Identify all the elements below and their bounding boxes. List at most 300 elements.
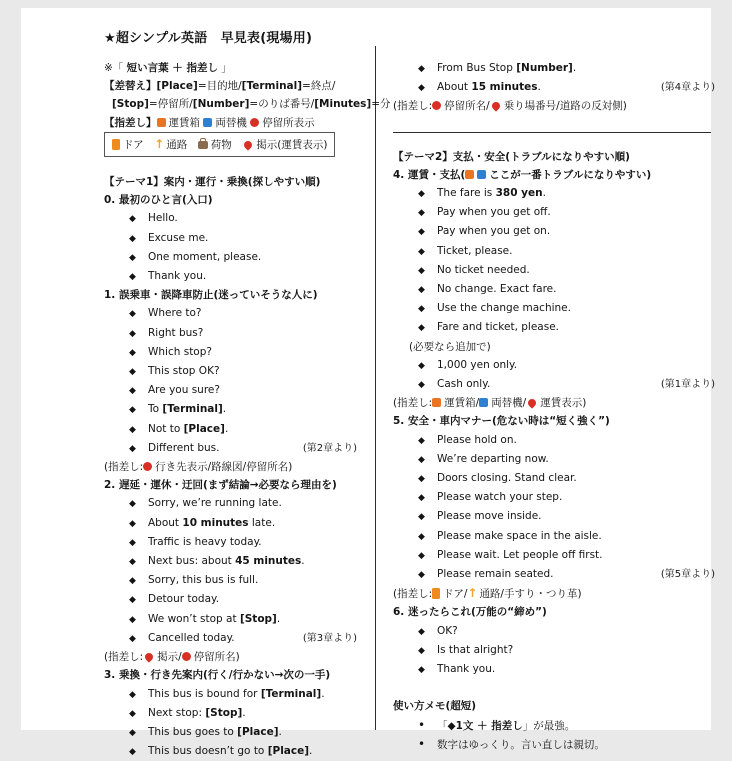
phrase-text: [148, 629, 235, 647]
pointing-note: [393, 584, 715, 603]
phrase-text: [148, 571, 258, 589]
diamond-bullet-icon: ◆: [418, 474, 425, 485]
phrase-item: [104, 610, 357, 629]
text-run: 2. 遅延・運休・迂回(まず結論→必要なら理由を): [104, 479, 337, 492]
phrase-item: [104, 629, 357, 648]
text-run: 380 yen: [495, 187, 543, 200]
phrase-text: [437, 299, 571, 317]
section-2-heading: [104, 476, 357, 494]
phrase-item: [393, 488, 715, 507]
chapter-reference: (第5章より): [660, 569, 715, 581]
diamond-bullet-icon: ◆: [418, 285, 425, 296]
diamond-bullet-icon: ◆: [418, 454, 425, 465]
phrase-text: [148, 742, 312, 760]
text-run: [Stop]: [205, 706, 243, 719]
diamond-bullet-icon: ◆: [129, 557, 136, 568]
fare-box-icon: [465, 170, 474, 179]
phrase-text: [148, 420, 228, 438]
phrase-text: [437, 59, 576, 77]
phrase-item: [393, 261, 715, 280]
phrase-item: [104, 229, 357, 248]
spacer: [393, 116, 715, 132]
text-run: ドア/: [443, 588, 468, 601]
text-run: (指差し:: [393, 397, 433, 410]
text-run: (指差し:: [393, 100, 433, 113]
text-run: [Number]: [516, 62, 573, 74]
diamond-bullet-icon: ◆: [129, 727, 136, 738]
text-run: Not to: [148, 422, 184, 435]
text-run: [Number]: [192, 98, 250, 111]
phrase-text: [148, 514, 275, 532]
text-run: Excuse me.: [148, 231, 209, 244]
dot-bullet-icon: •: [418, 717, 426, 732]
diamond-bullet-icon: ◆: [129, 214, 136, 225]
luggage-icon: [198, 141, 208, 149]
diamond-bullet-icon: ◆: [418, 323, 425, 334]
phrase-item: [393, 356, 715, 375]
diamond-bullet-icon: ◆: [129, 518, 136, 529]
text-run: 3. 乗換・行き先案内(行く/行かない→次の一手): [104, 669, 331, 682]
phrase-item: [393, 641, 715, 660]
text-run: Cancelled today.: [148, 631, 235, 644]
phrase-item: [104, 362, 357, 381]
phrase-text: [437, 527, 602, 545]
text-run: Is that alright?: [437, 643, 514, 656]
diamond-bullet-icon: ◆: [129, 576, 136, 587]
phrase-text: [148, 552, 305, 570]
text-run: Please wait. Let people off first.: [437, 548, 603, 561]
text-run: .: [537, 81, 541, 94]
phrase-text: [437, 660, 495, 678]
spacer: [393, 133, 715, 148]
change-machine-icon: [479, 398, 488, 407]
section-0-heading: [104, 191, 357, 209]
phrase-text: [148, 494, 282, 512]
text-run: 通路: [166, 138, 198, 151]
phrase-text: [437, 203, 551, 221]
diamond-bullet-icon: ◆: [418, 189, 425, 200]
phrase-item: [393, 546, 715, 565]
text-run: 【指差し】: [104, 116, 157, 129]
door-icon: [432, 588, 440, 599]
chapter-reference: (第1章より): [660, 379, 715, 391]
phrase-text: [148, 229, 208, 247]
text-run: [Place]: [156, 80, 198, 93]
text-run: OK?: [437, 624, 458, 637]
left-column: [104, 59, 391, 761]
text-run: No change. Exact fare.: [437, 283, 557, 296]
diamond-bullet-icon: ◆: [129, 309, 136, 320]
text-run: Pay when you get on.: [437, 225, 551, 238]
phrase-text: [148, 439, 219, 457]
phrase-text: [437, 280, 556, 298]
text-run: We’re departing now.: [437, 452, 549, 465]
phrase-item: [104, 248, 357, 267]
replace-guide-line-1: [104, 77, 357, 95]
text-run: Different bus.: [148, 441, 220, 454]
diamond-bullet-icon: ◆: [129, 328, 136, 339]
replace-guide-line-2: [104, 95, 391, 113]
section-4-heading: [393, 166, 715, 184]
text-run: [Terminal]: [241, 80, 303, 93]
diamond-bullet-icon: ◆: [129, 443, 136, 454]
phrase-item: [104, 400, 357, 419]
text-run: .: [301, 555, 305, 568]
phrase-text: [437, 356, 517, 374]
aisle-icon: ↑: [154, 136, 165, 151]
phrase-text: [148, 304, 202, 322]
text-run: =分: [371, 98, 391, 111]
diamond-bullet-icon: ◆: [129, 614, 136, 625]
diamond-bullet-icon: ◆: [418, 435, 425, 446]
phrase-item: [393, 222, 715, 241]
text-run: late.: [248, 516, 276, 529]
section-3-heading: [104, 666, 357, 684]
phrase-text: [148, 343, 212, 361]
phrase-text: [148, 723, 282, 741]
text-run: Please make space in the aisle.: [437, 529, 602, 542]
phrase-item: [393, 203, 715, 222]
diamond-bullet-icon: ◆: [129, 424, 136, 435]
phrase-text: [148, 704, 246, 722]
text-run: 停留所名): [193, 651, 240, 664]
phrase-item: [393, 242, 715, 261]
chapter-reference: (第2章より): [302, 442, 357, 454]
phrase-item: [104, 514, 357, 533]
text-run: 運賃箱/: [444, 397, 480, 410]
phrase-item: [393, 660, 715, 679]
phrase-item: [104, 742, 357, 761]
pointing-note: [393, 394, 715, 412]
diamond-bullet-icon: ◆: [129, 708, 136, 719]
text-run: [Place]: [267, 745, 310, 758]
text-run: 乗り場番号/道路の反対側): [503, 100, 627, 113]
text-run: 」が最強。: [522, 719, 576, 732]
phrase-item: [393, 78, 715, 97]
additional-note: [393, 338, 715, 356]
diamond-bullet-icon: ◆: [418, 665, 425, 676]
text-run: No ticket needed.: [437, 263, 530, 276]
phrase-text: [148, 610, 280, 628]
text-run: Are you sure?: [148, 384, 220, 397]
phrase-item: [104, 533, 357, 552]
phrase-text: [148, 324, 203, 342]
text-run: =停留所/: [148, 98, 193, 111]
door-icon: [112, 139, 120, 150]
phrase-item: [104, 324, 357, 343]
section-6-heading: [393, 603, 715, 621]
diamond-bullet-icon: ◆: [129, 537, 136, 548]
phrase-text: [437, 78, 541, 96]
phrase-text: [437, 565, 553, 583]
text-run: Next stop:: [148, 706, 206, 719]
pin-icon: [143, 651, 154, 662]
phrase-text: [437, 450, 549, 468]
stop-display-icon: [182, 652, 191, 661]
diamond-bullet-icon: ◆: [418, 64, 425, 74]
text-run: .: [224, 422, 229, 435]
phrase-text: [148, 400, 226, 418]
phrase-item: [104, 439, 357, 458]
text-run: 停留所名/: [444, 100, 490, 113]
phrase-item: [104, 571, 357, 590]
diamond-bullet-icon: ◆: [129, 689, 136, 700]
text-run: =終点/: [302, 80, 336, 93]
diamond-bullet-icon: ◆: [418, 531, 425, 542]
phrase-item: [393, 299, 715, 318]
diamond-bullet-icon: ◆: [418, 626, 425, 637]
pointing-legend-row: [104, 132, 357, 157]
text-run: Next bus: about: [148, 555, 236, 568]
text-run: 45 minutes: [235, 555, 302, 568]
diamond-bullet-icon: ◆: [129, 633, 136, 644]
diamond-bullet-icon: ◆: [129, 272, 136, 283]
pointing-legend-box: [104, 132, 335, 157]
text-run: (指差し:: [393, 588, 433, 601]
page-title: ★超シンプル英語 早見表(現場用): [104, 31, 313, 46]
text-run: 15 minutes: [471, 81, 538, 94]
phrase-item: [393, 565, 715, 584]
text-run: 5. 安全・車内マナー(危ない時は“短く強く”): [393, 415, 610, 428]
phrase-text: [437, 375, 490, 393]
usage-rule: [104, 59, 357, 77]
phrase-item: [104, 704, 357, 723]
pin-icon: [243, 139, 254, 150]
phrase-text: [437, 222, 550, 240]
phrase-item: [104, 685, 357, 704]
chapter-reference: (第3章より): [302, 632, 357, 644]
phrase-text: [148, 248, 261, 266]
diamond-bullet-icon: ◆: [129, 252, 136, 263]
diamond-bullet-icon: ◆: [129, 747, 136, 758]
phrase-text: [437, 736, 605, 754]
phrase-item: [104, 590, 357, 609]
pointing-legend-line-1: [104, 114, 357, 132]
change-machine-icon: [203, 118, 212, 127]
text-run: Pay when you get off.: [437, 206, 551, 219]
diamond-bullet-icon: ◆: [418, 227, 425, 238]
text-run: .: [309, 745, 313, 758]
text-run: 【テーマ1】案内・運行・乗換(探しやすい順): [104, 176, 321, 189]
diamond-bullet-icon: ◆: [418, 570, 425, 581]
phrase-text: [148, 267, 206, 285]
phrase-item: [104, 420, 357, 439]
text-run: 運賃箱: [168, 116, 204, 129]
text-run: 両替機: [215, 116, 251, 129]
phrase-text: [148, 533, 262, 551]
text-run: Doors closing. Stand clear.: [437, 472, 577, 485]
phrase-item: [104, 209, 357, 228]
diamond-bullet-icon: ◆: [418, 512, 425, 523]
text-run: Sorry, this bus is full.: [148, 574, 259, 587]
text-run: Thank you.: [437, 663, 496, 676]
phrase-item: [393, 527, 715, 546]
phrase-text: [148, 590, 219, 608]
diamond-bullet-icon: ◆: [418, 246, 425, 257]
text-run: 6. 迷ったらこれ(万能の“締め”): [393, 606, 547, 619]
diamond-bullet-icon: ◆: [129, 233, 136, 244]
text-run: .: [276, 612, 281, 625]
dot-bullet-icon: •: [418, 736, 426, 751]
text-run: ◆1文 ＋ 指差し: [447, 719, 523, 732]
text-run: 短い言葉 ＋ 指差し: [126, 62, 218, 74]
text-run: To: [148, 403, 163, 416]
text-run: (必要なら追加で): [409, 340, 491, 353]
text-run: [Terminal]: [162, 403, 223, 416]
phrase-item: [393, 318, 715, 337]
section-5-heading: [393, 412, 715, 430]
phrase-item: [393, 507, 715, 526]
diamond-bullet-icon: ◆: [129, 499, 136, 510]
spacer: [393, 679, 715, 697]
text-run: 【テーマ2】支払・安全(トラブルになりやすい順): [393, 150, 630, 163]
text-run: This bus doesn’t go to: [148, 745, 268, 758]
text-run: Fare and ticket, please.: [437, 321, 559, 334]
right-column: [393, 59, 715, 754]
text-run: 停留所表示: [262, 116, 315, 129]
diamond-bullet-icon: ◆: [418, 83, 425, 94]
text-run: Please watch your step.: [437, 491, 563, 504]
text-run: We won’t stop at: [148, 612, 240, 625]
phrase-text: [148, 209, 178, 227]
text-run: ドア: [123, 138, 155, 151]
phrase-item: [104, 381, 357, 400]
text-run: Sorry, we’re running late.: [148, 497, 282, 510]
theme-2-heading: [393, 148, 715, 166]
text-run: [Minutes]: [314, 98, 372, 111]
phrase-item: [393, 622, 715, 641]
text-run: [Stop]: [112, 98, 149, 111]
diamond-bullet-icon: ◆: [129, 405, 136, 416]
text-run: 1. 誤乗車・誤降車防止(迷っていそうな人に): [104, 289, 318, 302]
text-run: 」: [217, 62, 232, 74]
phrase-text: [437, 488, 562, 506]
phrase-text: [148, 381, 220, 399]
text-run: 使い方メモ(超短): [393, 700, 477, 713]
text-run: Please remain seated.: [437, 568, 554, 581]
phrase-item: [393, 469, 715, 488]
text-run: 【差替え】: [104, 80, 157, 93]
text-run: Please hold on.: [437, 433, 517, 446]
stop-display-icon: [432, 101, 441, 110]
diamond-bullet-icon: ◆: [418, 265, 425, 276]
text-run: Right bus?: [148, 326, 204, 339]
text-run: [Terminal]: [260, 687, 322, 700]
text-run: .: [222, 403, 227, 416]
text-run: =のりば番号/: [249, 98, 315, 111]
stop-display-icon: [143, 462, 152, 471]
text-run: 運賃表示): [540, 397, 587, 410]
phrase-text: [437, 242, 512, 260]
phrase-item: [393, 375, 715, 394]
phrase-item: [104, 494, 357, 513]
text-run: ここが一番トラブルになりやすい): [489, 168, 652, 181]
memo-item: [393, 735, 715, 754]
text-run: This stop OK?: [148, 365, 220, 378]
diamond-bullet-icon: ◆: [418, 304, 425, 315]
text-run: 掲示(運賃表示): [256, 138, 328, 151]
phrase-text: [437, 507, 542, 525]
phrase-item: [104, 304, 357, 323]
phrase-text: [437, 431, 517, 449]
diamond-bullet-icon: ◆: [129, 347, 136, 358]
phrase-text: [437, 184, 546, 202]
phrase-item: [104, 267, 357, 286]
pointing-note: [104, 458, 357, 476]
text-run: Ticket, please.: [437, 244, 513, 257]
phrase-text: [437, 546, 603, 564]
phrase-item: [393, 59, 715, 78]
text-run: (指差し:: [104, 651, 144, 664]
phrase-text: [148, 362, 220, 380]
theme-1-heading: [104, 173, 357, 191]
phrase-text: [437, 318, 559, 336]
diamond-bullet-icon: ◆: [418, 493, 425, 504]
phrase-text: [437, 622, 458, 640]
text-run: .: [542, 187, 546, 200]
text-run: About: [148, 516, 183, 529]
text-run: Hello.: [148, 212, 178, 225]
text-run: =目的地/: [197, 80, 242, 93]
diamond-bullet-icon: ◆: [129, 367, 136, 378]
document-page: [21, 8, 715, 758]
spacer: [104, 157, 357, 173]
text-run: 4. 運賃・支払(: [393, 168, 466, 181]
text-run: 0. 最初のひと言(入口): [104, 194, 213, 207]
text-run: 数字はゆっくり。言い直しは親切。: [437, 738, 605, 751]
phrase-item: [393, 450, 715, 469]
text-run: From Bus Stop: [437, 62, 517, 74]
fare-box-icon: [432, 398, 441, 407]
text-run: (指差し:: [104, 461, 144, 474]
stop-display-icon: [250, 118, 259, 127]
diamond-bullet-icon: ◆: [418, 360, 425, 371]
text-run: 両替機/: [491, 397, 527, 410]
phrase-item: [393, 431, 715, 450]
phrase-item: [104, 552, 357, 571]
diamond-bullet-icon: ◆: [418, 380, 425, 391]
aisle-icon: ↑: [467, 586, 478, 601]
diamond-bullet-icon: ◆: [418, 645, 425, 656]
pointing-note: [104, 648, 357, 666]
phrase-item: [393, 184, 715, 203]
phrase-text: [437, 261, 530, 279]
text-run: .: [278, 725, 282, 738]
pin-icon: [490, 101, 501, 112]
text-run: [Stop]: [239, 612, 277, 625]
change-machine-icon: [477, 170, 486, 179]
text-run: Which stop?: [148, 345, 212, 358]
text-run: 荷物: [210, 138, 243, 151]
pointing-note: [393, 97, 715, 115]
column-divider: [375, 46, 376, 730]
usage-memo-heading: [393, 697, 715, 715]
diamond-bullet-icon: ◆: [129, 386, 136, 397]
text-run: Use the change machine.: [437, 302, 571, 315]
phrase-text: [437, 641, 513, 659]
text-run: About: [437, 81, 472, 94]
text-run: Cash only.: [437, 378, 491, 391]
chapter-reference: (第4章より): [660, 82, 715, 94]
text-run: [Place]: [183, 422, 225, 435]
fare-box-icon: [157, 118, 166, 127]
diamond-bullet-icon: ◆: [418, 550, 425, 561]
text-run: [Place]: [237, 725, 279, 738]
text-run: Traffic is heavy today.: [148, 535, 262, 548]
text-run: 掲示/: [157, 651, 182, 664]
text-run: ※「: [104, 62, 127, 74]
phrase-text: [148, 685, 325, 703]
